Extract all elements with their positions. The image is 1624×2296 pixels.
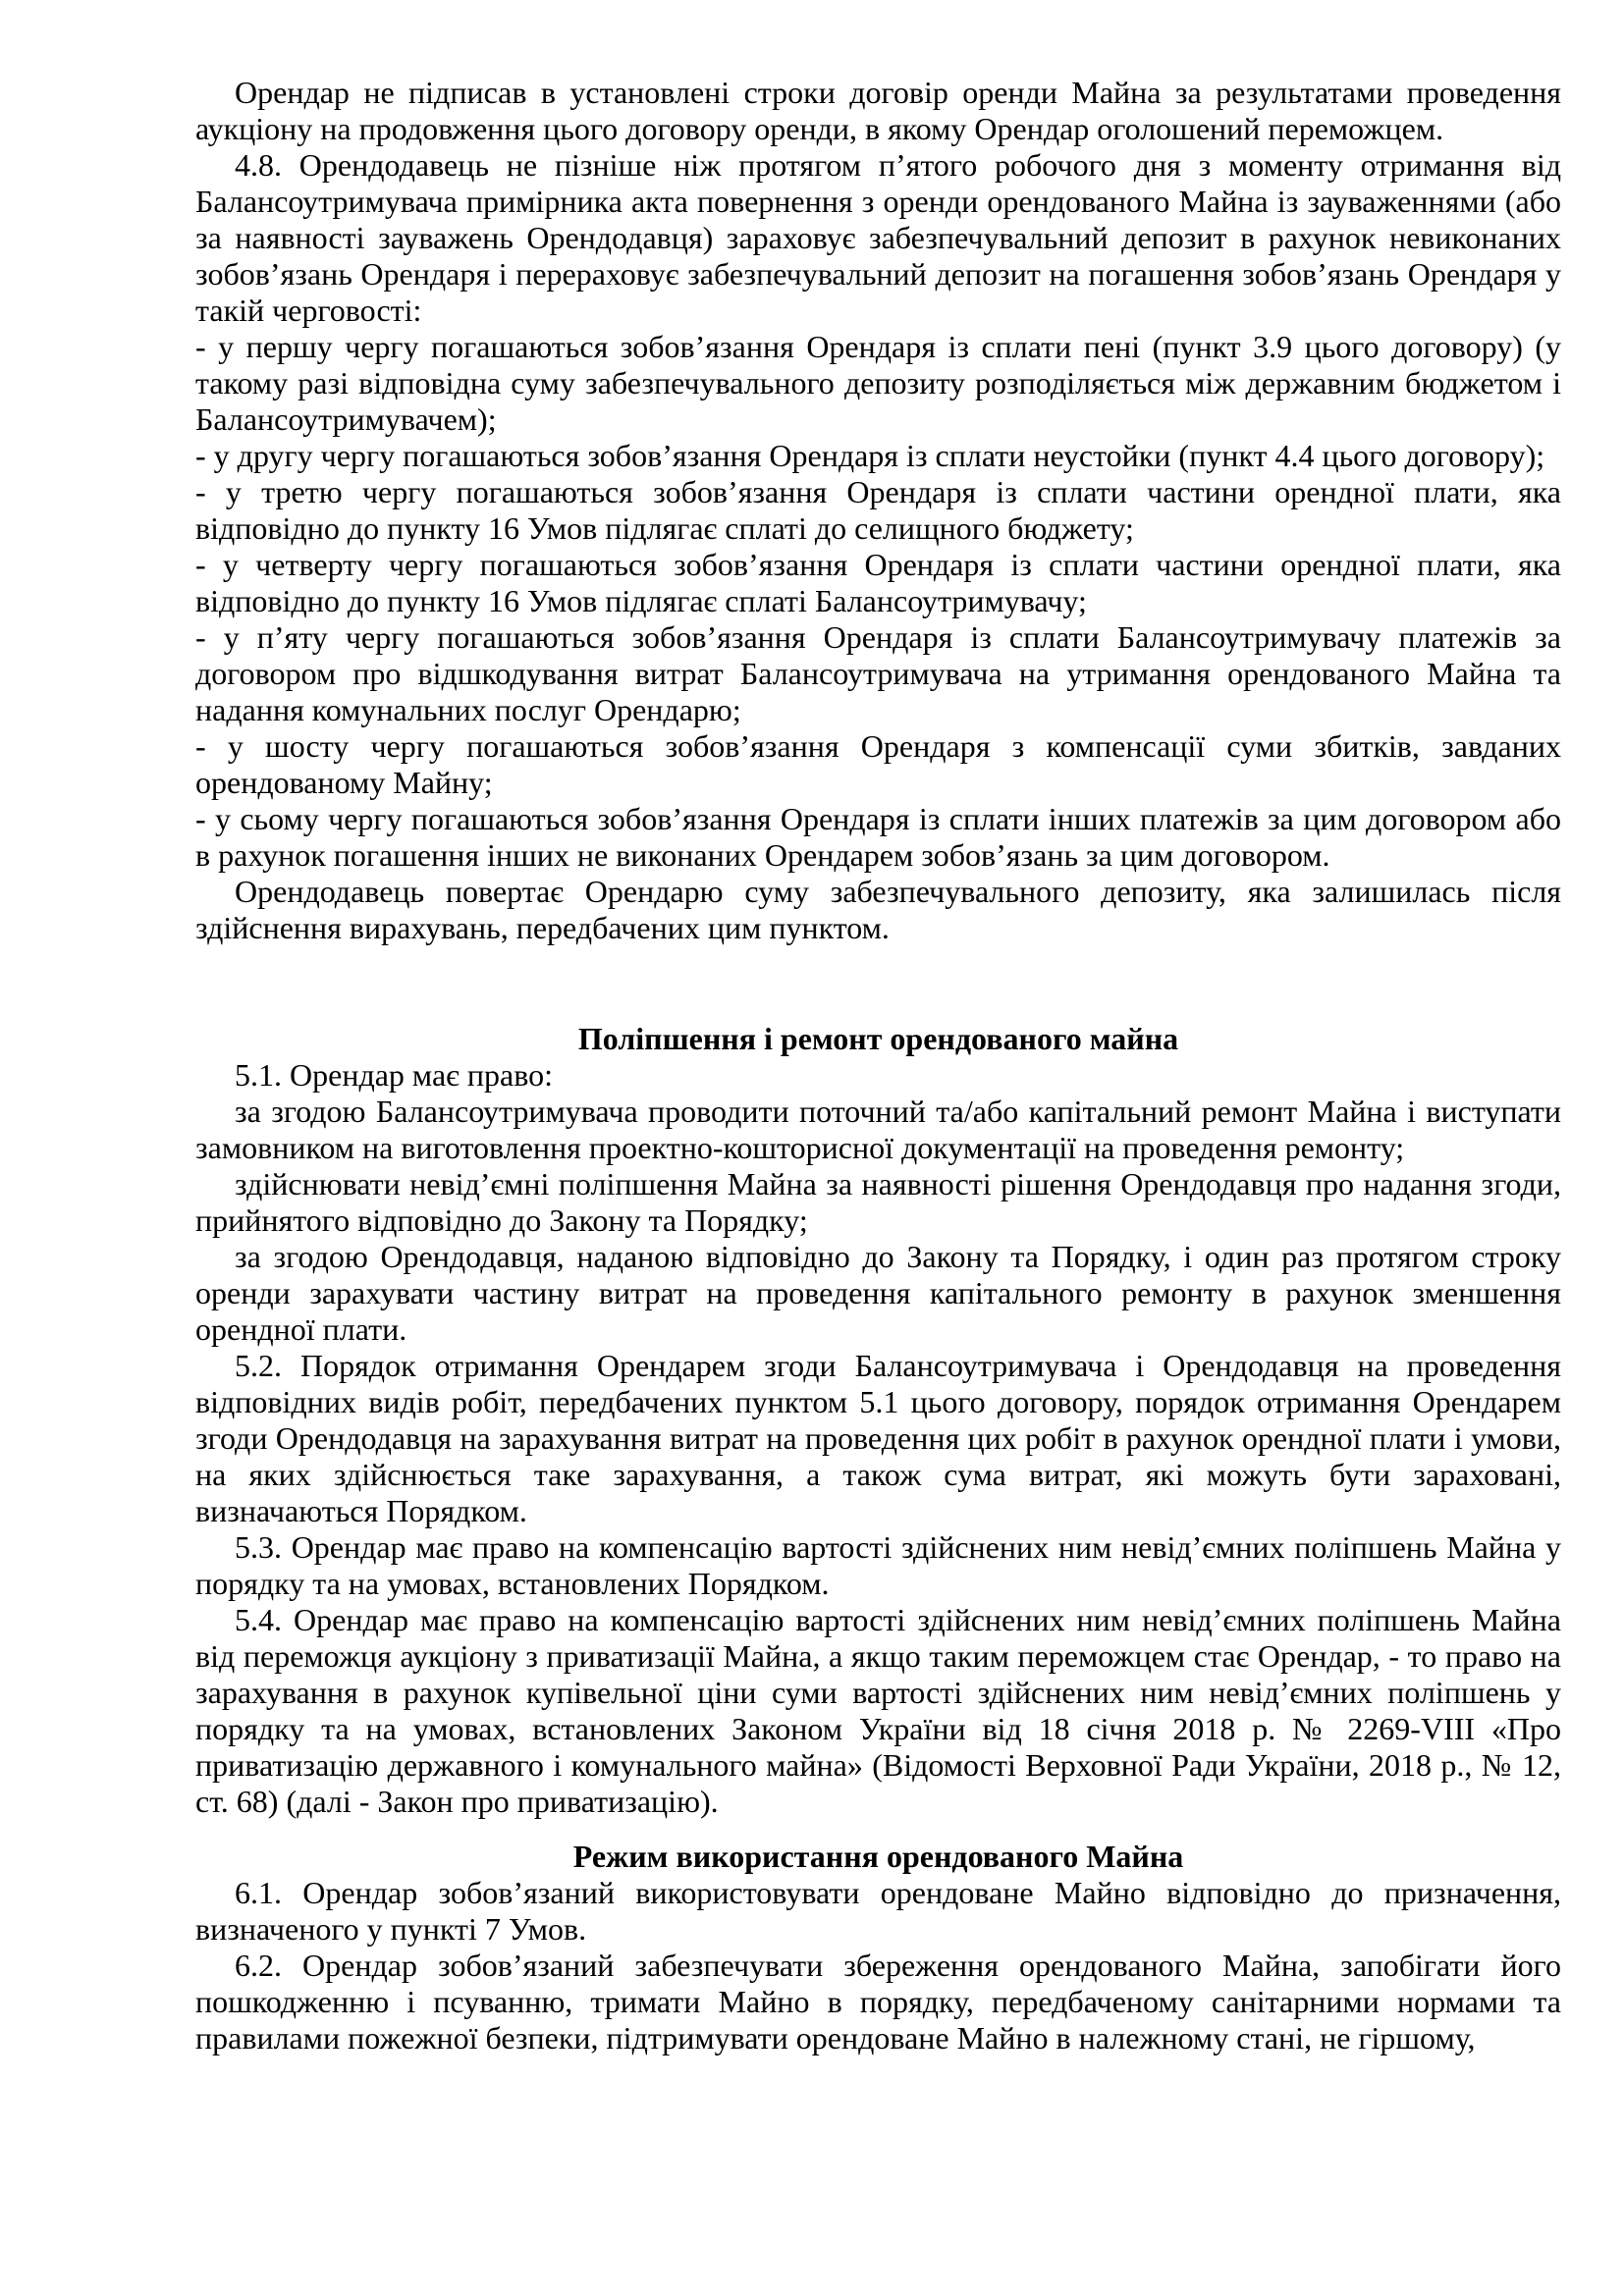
list-item: - у третю чергу погашаються зобов’язання Орендаря із сплати частини орендної плати, яка відповідно до пункту 16 Умов підлягає сплаті до селищного бюджету;	[195, 474, 1561, 546]
list-item: - у сьому чергу погашаються зобов’язання Орендаря із сплати інших платежів за цим договором або в рахунок погашення інших не виконаних Орендарем зобов’язань за цим договором.	[195, 801, 1561, 873]
list-item: - у другу чергу погашаються зобов’язання Орендаря із сплати неустойки (пункт 4.4 цього договору);	[195, 438, 1545, 473]
paragraph-6-1: 6.1. Орендар зобов’язаний використовувати орендоване Майно відповідно до призначення, визначеного у пункті 7 Умов.	[195, 1875, 1561, 1947]
paragraph-deposit-return: Орендодавець повертає Орендарю суму забезпечувального депозиту, яка залишилась після здійснення вирахувань, передбачених цим пунктом.	[195, 874, 1561, 945]
section-spacer	[195, 1820, 1561, 1839]
paragraph-5-3: 5.3. Орендар має право на компенсацію вартості здійснених ним невід’ємних поліпшень Майна у порядку та на умовах, встановлених Порядком.	[195, 1529, 1561, 1601]
section-heading-improvements: Поліпшення і ремонт орендованого майна	[577, 1021, 1179, 1056]
list-item: - у п’яту чергу погашаються зобов’язання Орендаря із сплати Балансоутримувачу платежів за договором про відшкодування витрат Балансоутримувача на утримання орендованого Майна та надання комунальних послуг Орендарю;	[195, 619, 1561, 727]
paragraph-5-4: 5.4. Орендар має право на компенсацію вартості здійснених ним невід’ємних поліпшень Майна від переможця аукціону з приватизації Майна, а якщо таким переможцем стає Орендар, - то право на зарахування в рахунок купівельної ціни суми вартості здійснених ним невід’ємних поліпшень у порядку та на умовах, встановлених Законом України від 18 січня 2018 р. № 2269-VIII «Про приватизацію державного і комунального майна» (Відомості Верховної Ради України, 2018 р., № 12, ст. 68) (далі - Закон про приватизацію).	[195, 1602, 1561, 1819]
paragraph-5-1: 5.1. Орендар має право:	[235, 1057, 553, 1093]
paragraph-4-7-continued: Орендар не підписав в установлені строки договір оренди Майна за результатами проведення аукціону на продовження цього договору оренди, в якому Орендар оголошений переможцем.	[195, 75, 1561, 146]
list-item: - у шосту чергу погашаються зобов’язання Орендаря з компенсації суми збитків, завданих орендованому Майну;	[195, 728, 1561, 800]
document-page	[195, 75, 1561, 2056]
paragraph-4-8: 4.8. Орендодавець не пізніше ніж протягом п’ятого робочого дня з моменту отримання від Балансоутримувача примірника акта повернення з оренди орендованого Майна із зауваженнями (або за наявності зауважень Орендодавця) зараховує забезпечувальний депозит в рахунок невиконаних зобов’язань Орендаря і перераховує забезпечувальний депозит на погашення зобов’язань Орендаря у такій черговості:	[195, 147, 1561, 328]
paragraph-5-1-b: здійснювати невід’ємні поліпшення Майна за наявності рішення Орендодавця про надання згоди, прийнятого відповідно до Закону та Порядку;	[195, 1166, 1561, 1238]
paragraph-5-1-a: за згодою Балансоутримувача проводити поточний та/або капітальний ремонт Майна і виступати замовником на виготовлення проектно-кошторисної документації на проведення ремонту;	[195, 1094, 1561, 1165]
paragraph-5-1-c: за згодою Орендодавця, наданою відповідно до Закону та Порядку, і один раз протягом строку оренди зарахувати частину витрат на проведення капітального ремонту в рахунок зменшення орендної плати.	[195, 1239, 1561, 1347]
list-item: - у першу чергу погашаються зобов’язання Орендаря із сплати пені (пункт 3.9 цього договору) (у такому разі відповідна суму забезпечувального депозиту розподіляється між державним бюджетом і Балансоутримувачем);	[195, 329, 1561, 437]
list-item: - у четверту чергу погашаються зобов’язання Орендаря із сплати частини орендної плати, яка відповідно до пункту 16 Умов підлягає сплаті Балансоутримувачу;	[195, 547, 1561, 618]
section-heading-usage: Режим використання орендованого Майна	[572, 1839, 1184, 1874]
paragraph-6-2: 6.2. Орендар зобов’язаний забезпечувати збереження орендованого Майна, запобігати його пошкодженню і псуванню, тримати Майно в порядку, передбаченому санітарними нормами та правилами пожежної безпеки, підтримувати орендоване Майно в належному стані, не гіршому,	[195, 1948, 1561, 2056]
paragraph-5-2: 5.2. Порядок отримання Орендарем згоди Балансоутримувача і Орендодавця на проведення відповідних видів робіт, передбачених пунктом 5.1 цього договору, порядок отримання Орендарем згоди Орендодавця на зарахування витрат на проведення цих робіт в рахунок орендної плати і умови, на яких здійснюється таке зарахування, а також сума витрат, які можуть бути зараховані, визначаються Порядком.	[195, 1348, 1561, 1528]
section-spacer	[195, 946, 1561, 1021]
